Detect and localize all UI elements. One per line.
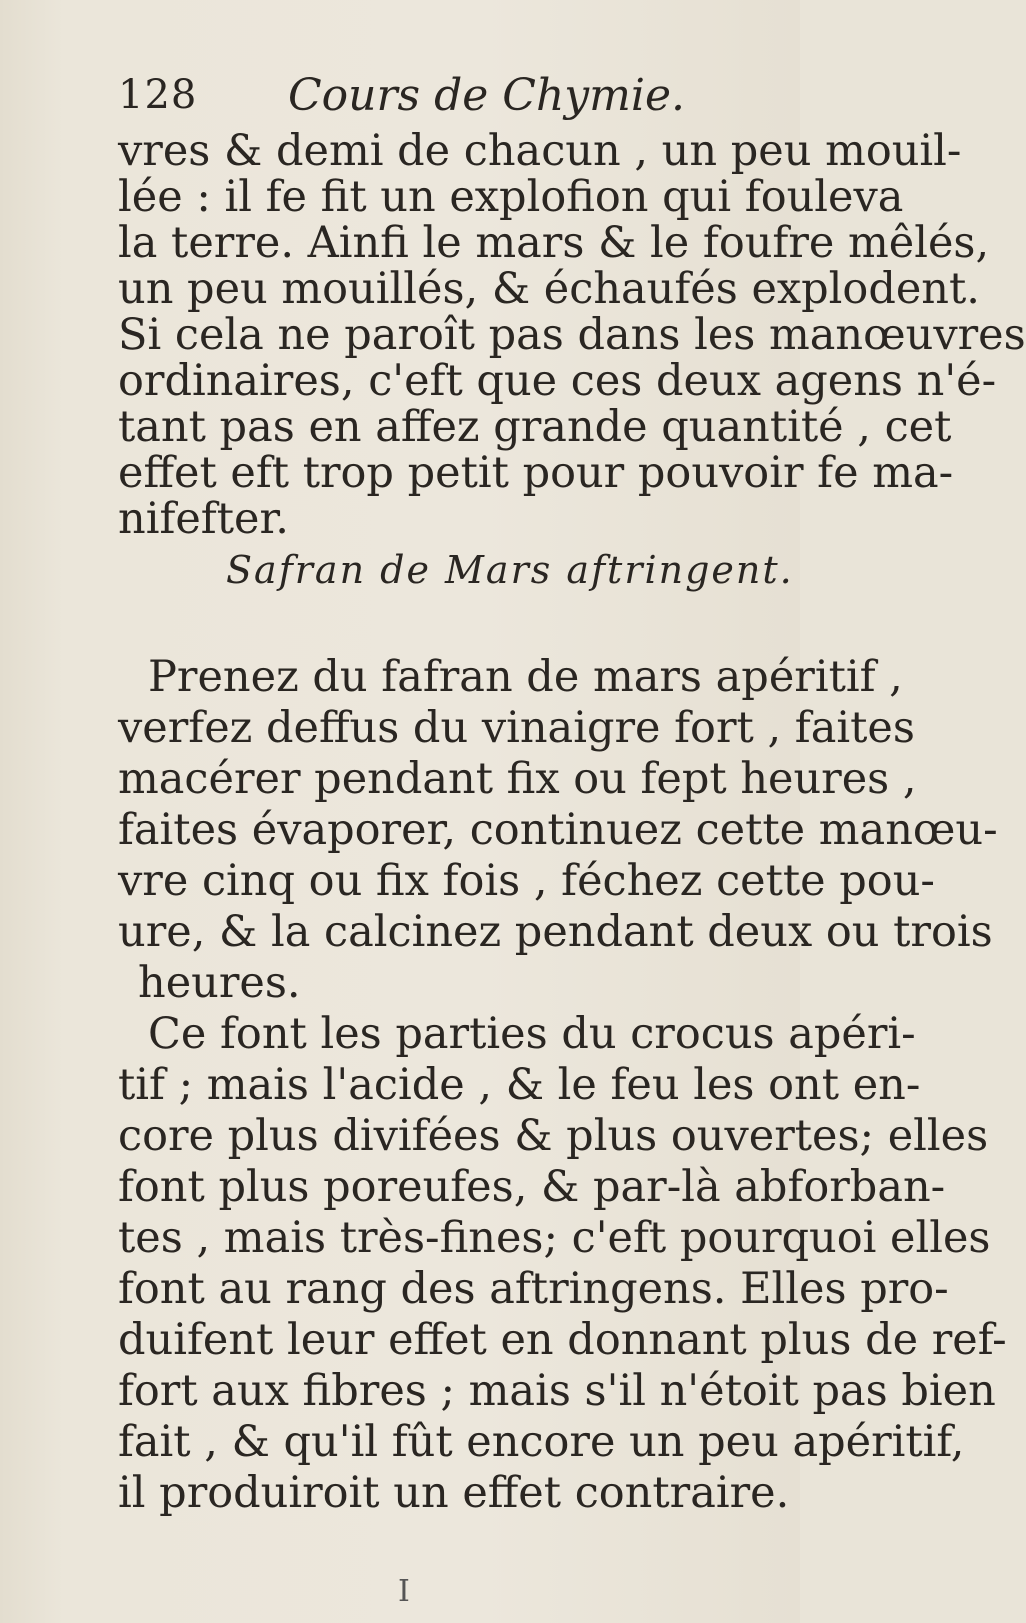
signature-mark: I xyxy=(398,1574,410,1609)
text-line: fort aux fibres ; mais s'il n'étoit pas bien xyxy=(118,1366,996,1416)
text-line: macérer pendant fix ou fept heures , xyxy=(118,754,917,804)
section-heading: Safran de Mars aftringent. xyxy=(226,548,794,592)
paragraph-1 xyxy=(118,126,1026,544)
text-line: vres & demi de chacun , un peu mouil- xyxy=(118,126,962,176)
text-line: un peu mouillés, & échaufés explodent. xyxy=(118,264,980,314)
text-line: ordinaires, c'eft que ces deux agens n'é- xyxy=(118,356,997,406)
text-line: lée : il fe fit un explofion qui fouleva xyxy=(118,172,904,222)
text-line: heures. xyxy=(138,958,301,1008)
text-line: core plus divifées & plus ouvertes; elles xyxy=(118,1111,989,1161)
text-line: Ce font les parties du crocus apéri- xyxy=(148,1009,916,1059)
page-number: 128 xyxy=(118,72,198,118)
text-line: vre cinq ou fix fois , féchez cette pou- xyxy=(118,856,935,906)
text-line: font plus poreufes, & par-là abforban- xyxy=(118,1162,946,1212)
text-line: effet eft trop petit pour pouvoir fe ma- xyxy=(118,448,954,498)
text-line: Prenez du fafran de mars apéritif , xyxy=(148,652,903,702)
text-line: la terre. Ainfi le mars & le foufre mêlés, xyxy=(118,218,990,268)
text-line: tant pas en affez grande quantité , cet xyxy=(118,402,952,452)
text-line: fait , & qu'il fût encore un peu apéritif, xyxy=(118,1417,965,1467)
text-line: nifefter. xyxy=(118,494,289,544)
text-line: verfez deffus du vinaigre fort , faites xyxy=(118,703,915,753)
text-line: duifent leur effet en donnant plus de ref- xyxy=(118,1315,1007,1365)
text-line: Si cela ne paroît pas dans les manœuvres xyxy=(118,310,1026,360)
text-line: font au rang des aftringens. Elles pro- xyxy=(118,1264,949,1314)
text-line: faites évaporer, continuez cette manœu- xyxy=(118,805,998,855)
page-header xyxy=(118,72,758,128)
running-title: Cours de Chymie. xyxy=(288,70,685,121)
text-line: tif ; mais l'acide , & le feu les ont en- xyxy=(118,1060,921,1110)
text-line: ure, & la calcinez pendant deux ou trois xyxy=(118,907,993,957)
text-line: il produiroit un effet contraire. xyxy=(118,1468,790,1518)
paragraph-2 xyxy=(118,652,1007,1519)
text-line: tes , mais très-fines; c'eft pourquoi elles xyxy=(118,1213,991,1263)
